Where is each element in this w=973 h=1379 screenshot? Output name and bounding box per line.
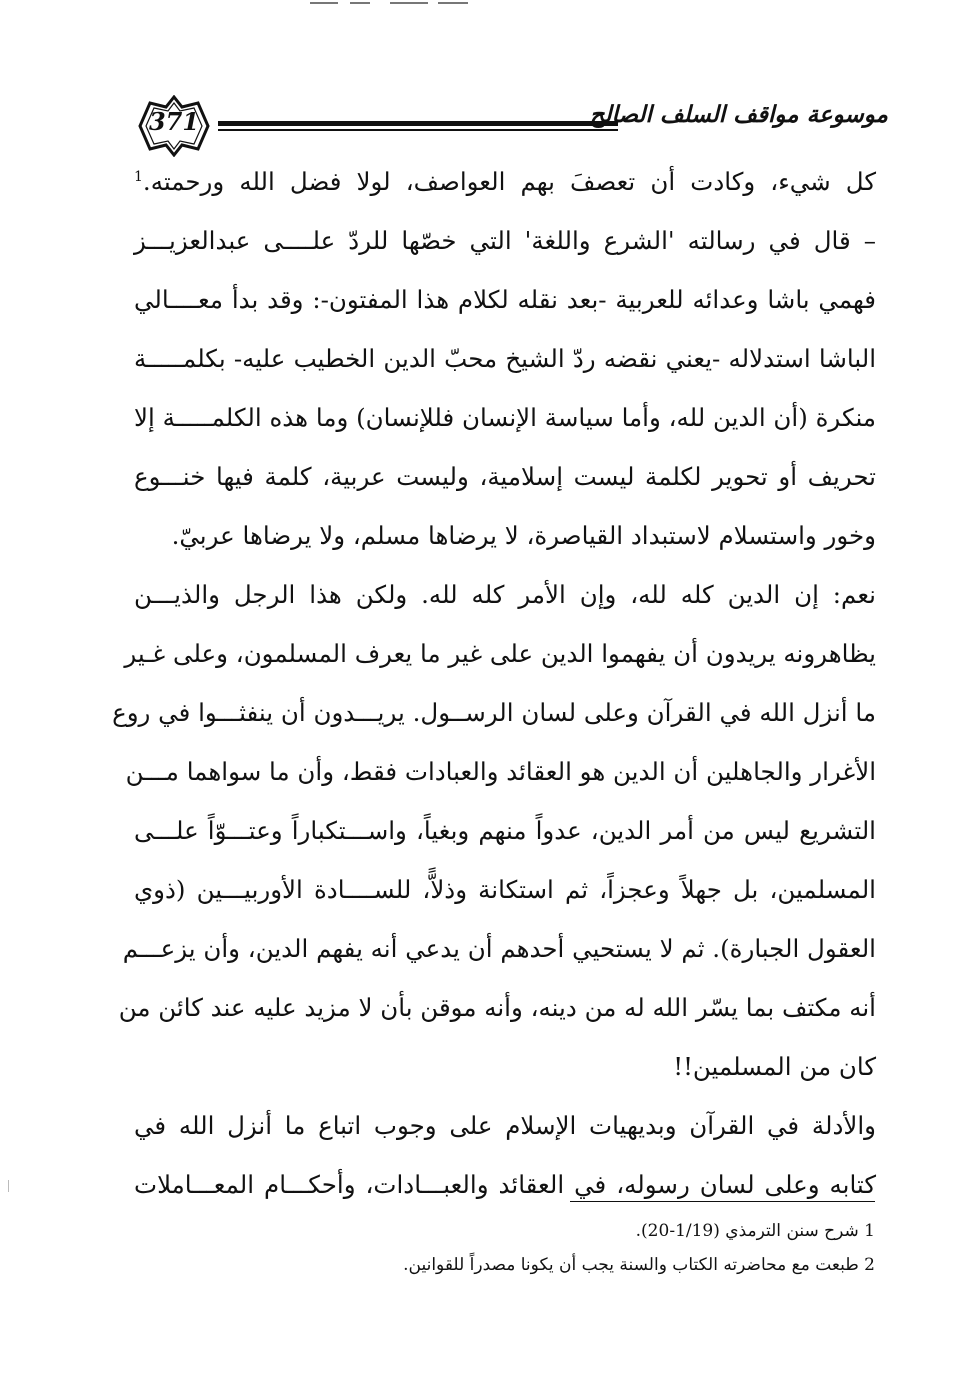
- page-number-badge: [128, 95, 220, 157]
- header-rule-thick: [218, 121, 618, 126]
- text-line: منكرة (أن الدين لله، وأما سياسة الإنسان فللإنسان) وما هذه الكلمـــــة إلا: [134, 403, 876, 432]
- footnote-1: 1 شرح سنن الترمذي (1/19-20).: [635, 1221, 875, 1241]
- text-line: كان من المسلمين!!: [673, 1052, 876, 1081]
- text-line: ما أنزل الله في القرآن وعلى لسان الرســول. يريـــدون أن ينفثـــوا في روع: [112, 698, 876, 727]
- book-title: موسوعة مواقف السلف الصالح: [589, 101, 888, 128]
- footnote-2: 2 طبعت مع محاضرته الكتاب والسنة يجب أن يكونا مصدراً للقوانين.: [403, 1255, 875, 1275]
- text-line: – قال في رسالته 'الشرع واللغة' التي خصّها للردّ علــــى عبدالعزيـــز: [134, 226, 876, 255]
- text-line: الباشا استدلاله -يعني نقضه ردّ الشيخ محبّ الدين الخطيب عليه- بكلمـــــة: [134, 344, 876, 373]
- scan-margin-mark: [8, 1180, 9, 1192]
- page-number: 371: [148, 107, 200, 136]
- footnotes: [275, 1214, 875, 1282]
- footnote-separator: [570, 1201, 875, 1202]
- text-line: وخور واستسلام لاستبداد القياصرة، لا يرضاها مسلم، ولا يرضاها عربيّ.: [171, 521, 876, 550]
- text-line: تحريف أو تحوير لكلمة ليست إسلامية، وليست عربية، كلمة فيها خنـــوع: [134, 462, 876, 491]
- text-line: والأدلة في القرآن وبديهيات الإسلام على وجوب اتباع ما أنزل الله في: [134, 1111, 876, 1140]
- text-line: العقول الجبارة). ثم لا يستحيي أحدهم أن يدعي أنه يفهم الدين، وأن يزعـــم: [122, 934, 876, 963]
- text-line: كتابه وعلى لسان رسوله، في العقائد والعبـــادات، وأحكـــام المعـــاملات: [134, 1170, 876, 1199]
- text-line: فهمي باشا وعدائه للعربية -بعد نقله لكلام هذا المفتون-: وقد بدأ معــــالي: [134, 285, 876, 314]
- text-line: التشريع ليس من أمر الدين، عدواً منهم وبغياً، واســـتكباراً وعتـــوّاً علـــى: [134, 816, 876, 845]
- text-line: كل شيء، وكادت أن تعصفَ بهم العواصف، لولا فضل الله ورحمته.$^1$: [134, 167, 876, 196]
- main-text: [112, 152, 876, 1214]
- text-line: أنه مكتف بما يسّر الله له من دينه، وأنه موقن بأن لا مزيد عليه عند كائن من: [118, 993, 876, 1022]
- text-line: يظاهرونه يريدون أن يفهموا الدين على غير ما يعرف المسلمون، وعلى غـير: [124, 639, 876, 668]
- scan-top-marks: [300, 0, 480, 8]
- header-rule-thin: [218, 129, 618, 131]
- footnote-ref: 1: [134, 168, 143, 185]
- text-line: نعم: إن الدين كله لله، وإن الأمر كله لله. ولكن هذا الرجل والذيـــن: [134, 580, 876, 609]
- text-line: الأغرار والجاهلين أن الدين هو العقائد والعبادات فقط، وأن ما سواهما مـــن: [125, 757, 876, 786]
- text-line: المسلمين، بل جهلاً وعجزاً، ثم استكانة وذلاًّ، للســــادة الأوربيـــين (ذوي: [134, 875, 876, 904]
